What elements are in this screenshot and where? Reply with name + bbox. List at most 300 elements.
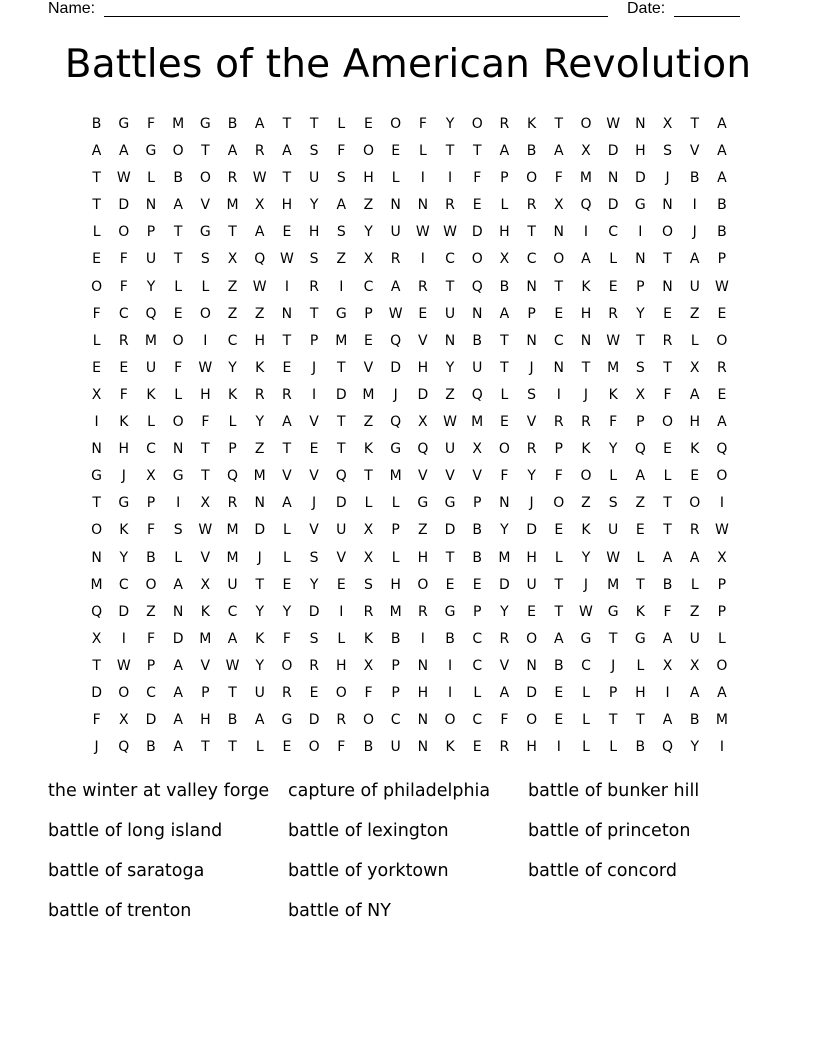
grid-letter[interactable]: C [227, 603, 238, 620]
grid-letter[interactable]: H [363, 170, 374, 187]
grid-letter[interactable]: K [200, 603, 210, 620]
grid-letter[interactable]: X [91, 386, 102, 403]
grid-letter[interactable]: O [662, 224, 674, 241]
grid-letter[interactable]: A [717, 414, 727, 431]
grid-letter[interactable]: J [257, 549, 262, 566]
grid-letter[interactable]: O [390, 116, 402, 132]
grid-letter[interactable]: Y [146, 278, 156, 295]
grid-letter[interactable]: E [554, 712, 564, 729]
grid-letter[interactable]: L [92, 224, 101, 241]
grid-letter[interactable]: A [173, 739, 183, 756]
grid-letter[interactable]: I [420, 630, 425, 647]
grid-letter[interactable]: L [582, 684, 590, 701]
grid-letter[interactable]: W [252, 278, 267, 295]
grid-letter[interactable]: V [336, 549, 347, 566]
grid-letter[interactable]: C [472, 712, 483, 729]
grid-letter[interactable]: B [526, 143, 537, 160]
grid-letter[interactable]: L [582, 712, 590, 729]
grid-letter[interactable]: O [471, 251, 483, 268]
grid-letter[interactable]: Y [636, 305, 645, 322]
grid-letter[interactable]: I [665, 684, 670, 701]
grid-letter[interactable]: E [282, 224, 292, 241]
grid-letter[interactable]: R [608, 305, 619, 322]
grid-letter[interactable]: R [336, 712, 347, 729]
grid-letter[interactable]: F [92, 712, 101, 729]
grid-letter[interactable]: C [146, 441, 156, 458]
grid-letter[interactable]: N [91, 441, 102, 458]
grid-letter[interactable]: W [279, 251, 294, 268]
grid-letter[interactable]: Q [662, 739, 674, 756]
grid-letter[interactable]: I [420, 170, 425, 187]
grid-letter[interactable]: G [390, 441, 402, 458]
grid-letter[interactable]: R [499, 739, 510, 756]
grid-letter[interactable]: G [444, 495, 456, 512]
grid-letter[interactable]: F [201, 414, 210, 431]
grid-letter[interactable]: N [526, 657, 537, 674]
grid-letter[interactable]: A [227, 143, 238, 160]
grid-letter[interactable]: P [146, 495, 156, 512]
grid-letter[interactable]: I [284, 278, 289, 295]
grid-letter[interactable]: T [255, 576, 264, 593]
grid-letter[interactable]: C [118, 305, 129, 322]
grid-letter[interactable]: T [636, 576, 645, 593]
grid-letter[interactable]: O [335, 684, 347, 701]
grid-letter[interactable]: L [609, 739, 618, 756]
grid-letter[interactable]: J [529, 495, 534, 512]
grid-letter[interactable]: Z [146, 603, 156, 620]
grid-letter[interactable]: P [472, 495, 482, 512]
grid-letter[interactable]: D [471, 224, 483, 241]
grid-letter[interactable]: U [390, 739, 401, 756]
grid-letter[interactable]: H [499, 224, 510, 241]
grid-letter[interactable]: N [172, 603, 184, 620]
grid-letter[interactable]: A [254, 712, 265, 729]
grid-letter[interactable]: M [471, 414, 484, 431]
grid-letter[interactable]: G [145, 143, 157, 160]
grid-letter[interactable]: I [121, 630, 126, 647]
grid-letter[interactable]: N [635, 251, 646, 268]
grid-letter[interactable]: X [689, 359, 700, 376]
grid-letter[interactable]: F [119, 278, 128, 295]
grid-letter[interactable]: R [282, 386, 292, 403]
grid-letter[interactable]: V [309, 522, 319, 539]
grid-letter[interactable]: P [636, 414, 645, 431]
grid-letter[interactable]: H [526, 739, 537, 756]
grid-letter[interactable]: Z [689, 603, 700, 620]
grid-letter[interactable]: P [717, 603, 727, 620]
grid-letter[interactable]: S [635, 359, 645, 376]
grid-letter[interactable]: K [363, 630, 374, 647]
grid-letter[interactable]: O [689, 495, 701, 512]
grid-letter[interactable]: R [581, 414, 591, 431]
grid-letter[interactable]: E [554, 522, 564, 539]
grid-letter[interactable]: G [91, 468, 103, 485]
grid-letter[interactable]: S [309, 630, 319, 647]
grid-letter[interactable]: O [580, 116, 592, 132]
grid-letter[interactable]: T [445, 143, 455, 160]
grid-letter[interactable]: T [173, 251, 183, 268]
grid-letter[interactable]: W [714, 278, 729, 295]
grid-letter[interactable]: X [472, 441, 483, 458]
grid-letter[interactable]: I [420, 251, 425, 268]
grid-letter[interactable]: P [472, 603, 482, 620]
grid-letter[interactable]: Q [145, 305, 157, 322]
grid-letter[interactable]: T [636, 712, 645, 729]
grid-letter[interactable]: G [607, 603, 619, 620]
grid-letter[interactable]: M [253, 468, 266, 485]
grid-letter[interactable]: I [583, 224, 589, 241]
grid-letter[interactable]: G [634, 197, 646, 214]
grid-letter[interactable]: N [662, 278, 673, 295]
grid-letter[interactable]: C [581, 657, 591, 674]
grid-letter[interactable]: Y [445, 359, 455, 376]
grid-letter[interactable]: K [445, 739, 455, 756]
grid-letter[interactable]: M [335, 332, 348, 349]
grid-letter[interactable]: P [636, 278, 645, 295]
grid-letter[interactable]: T [92, 170, 101, 187]
grid-letter[interactable]: Z [635, 495, 646, 512]
grid-letter[interactable]: Z [581, 495, 591, 512]
grid-letter[interactable]: U [526, 576, 537, 593]
grid-letter[interactable]: E [282, 359, 292, 376]
grid-letter[interactable]: B [662, 576, 673, 593]
grid-letter[interactable]: G [335, 305, 347, 322]
grid-letter[interactable]: L [500, 197, 509, 214]
grid-letter[interactable]: S [200, 251, 210, 268]
grid-letter[interactable]: O [172, 414, 184, 431]
grid-letter[interactable]: W [606, 116, 621, 132]
grid-letter[interactable]: I [692, 197, 697, 214]
grid-letter[interactable]: L [418, 143, 427, 160]
grid-letter[interactable]: C [118, 576, 129, 593]
grid-letter[interactable]: Z [254, 305, 265, 322]
grid-letter[interactable]: O [580, 468, 592, 485]
grid-letter[interactable]: I [447, 684, 453, 701]
grid-letter[interactable]: U [145, 251, 157, 268]
grid-letter[interactable]: H [417, 684, 429, 701]
grid-letter[interactable]: J [583, 386, 589, 403]
grid-letter[interactable]: M [607, 576, 620, 593]
grid-letter[interactable]: P [201, 684, 210, 701]
grid-letter[interactable]: X [717, 549, 727, 566]
grid-letter[interactable]: T [228, 224, 237, 241]
grid-letter[interactable]: N [607, 170, 619, 187]
grid-letter[interactable]: U [689, 630, 700, 647]
grid-letter[interactable]: K [227, 386, 238, 403]
grid-letter[interactable]: M [389, 468, 402, 485]
grid-letter[interactable]: A [689, 386, 700, 403]
grid-letter[interactable]: R [118, 332, 129, 349]
grid-letter[interactable]: A [499, 143, 510, 160]
grid-letter[interactable]: E [472, 739, 482, 756]
grid-letter[interactable]: T [500, 359, 509, 376]
grid-letter[interactable]: G [634, 630, 646, 647]
grid-letter[interactable]: X [581, 143, 591, 160]
grid-letter[interactable]: M [715, 712, 728, 729]
grid-letter[interactable]: L [609, 468, 618, 485]
grid-letter[interactable]: M [579, 170, 593, 187]
grid-letter[interactable]: F [364, 684, 373, 701]
grid-letter[interactable]: N [580, 332, 592, 349]
grid-letter[interactable]: E [608, 278, 618, 295]
grid-letter[interactable]: B [91, 116, 102, 132]
grid-letter[interactable]: F [663, 603, 672, 620]
grid-letter[interactable]: J [692, 224, 697, 241]
grid-letter[interactable]: T [608, 630, 618, 647]
grid-letter[interactable]: A [282, 495, 292, 512]
grid-letter[interactable]: L [636, 657, 645, 674]
grid-letter[interactable]: W [198, 359, 213, 376]
grid-letter[interactable]: Q [91, 603, 103, 620]
grid-letter[interactable]: I [447, 170, 453, 187]
grid-letter[interactable]: H [118, 441, 130, 458]
grid-letter[interactable]: G [199, 224, 211, 241]
grid-letter[interactable]: I [556, 739, 561, 756]
grid-letter[interactable]: L [663, 468, 672, 485]
grid-letter[interactable]: H [200, 386, 211, 403]
grid-letter[interactable]: Y [255, 603, 264, 620]
grid-letter[interactable]: V [418, 332, 428, 349]
grid-letter[interactable]: W [606, 332, 621, 349]
grid-letter[interactable]: V [363, 359, 374, 376]
grid-letter[interactable]: Z [689, 305, 700, 322]
grid-letter[interactable]: R [526, 197, 537, 214]
grid-letter[interactable]: F [663, 386, 672, 403]
grid-letter[interactable]: O [172, 143, 184, 160]
grid-letter[interactable]: X [363, 657, 374, 674]
grid-letter[interactable]: B [635, 739, 646, 756]
grid-letter[interactable]: P [500, 170, 509, 187]
grid-letter[interactable]: N [172, 441, 184, 458]
grid-letter[interactable]: O [716, 468, 728, 485]
grid-letter[interactable]: L [364, 495, 373, 512]
grid-letter[interactable]: A [689, 549, 700, 566]
grid-letter[interactable]: J [583, 576, 589, 593]
grid-letter[interactable]: R [417, 603, 428, 620]
grid-letter[interactable]: P [717, 251, 727, 268]
grid-letter[interactable]: U [145, 359, 157, 376]
grid-letter[interactable]: S [336, 224, 346, 241]
grid-letter[interactable]: R [717, 359, 727, 376]
grid-letter[interactable]: E [717, 386, 727, 403]
grid-letter[interactable]: K [581, 522, 591, 539]
grid-letter[interactable]: W [714, 522, 729, 539]
grid-letter[interactable]: Q [471, 386, 483, 403]
grid-letter[interactable]: Q [118, 739, 130, 756]
grid-letter[interactable]: T [554, 278, 564, 295]
grid-letter[interactable]: X [635, 386, 646, 403]
grid-letter[interactable]: J [312, 495, 317, 512]
grid-letter[interactable]: T [554, 116, 564, 132]
grid-letter[interactable]: N [553, 224, 565, 241]
grid-letter[interactable]: N [390, 197, 401, 214]
grid-letter[interactable]: N [417, 739, 429, 756]
grid-letter[interactable]: T [445, 549, 455, 566]
grid-letter[interactable]: D [118, 197, 130, 214]
grid-letter[interactable]: B [146, 739, 156, 756]
grid-letter[interactable]: O [118, 684, 130, 701]
grid-letter[interactable]: P [717, 576, 727, 593]
grid-letter[interactable]: T [445, 278, 455, 295]
grid-letter[interactable]: W [606, 549, 621, 566]
grid-letter[interactable]: E [717, 305, 727, 322]
grid-letter[interactable]: H [689, 414, 700, 431]
grid-letter[interactable]: P [391, 522, 400, 539]
grid-letter[interactable]: A [336, 197, 347, 214]
grid-letter[interactable]: R [309, 278, 319, 295]
grid-letter[interactable]: N [499, 495, 510, 512]
grid-letter[interactable]: B [227, 712, 238, 729]
grid-letter[interactable]: V [472, 468, 482, 485]
grid-letter[interactable]: B [553, 657, 564, 674]
grid-letter[interactable]: S [173, 522, 183, 539]
grid-letter[interactable]: X [363, 251, 374, 268]
grid-letter[interactable]: U [472, 359, 483, 376]
grid-letter[interactable]: O [498, 441, 510, 458]
grid-letter[interactable]: R [662, 332, 673, 349]
grid-letter[interactable]: O [91, 522, 103, 539]
grid-letter[interactable]: Y [445, 116, 455, 132]
grid-letter[interactable]: F [337, 739, 346, 756]
grid-letter[interactable]: J [393, 386, 398, 403]
grid-letter[interactable]: B [717, 197, 727, 214]
grid-letter[interactable]: M [199, 630, 212, 647]
grid-letter[interactable]: V [689, 143, 700, 160]
grid-letter[interactable]: E [309, 684, 319, 701]
grid-letter[interactable]: C [608, 224, 619, 241]
grid-letter[interactable]: R [526, 441, 537, 458]
grid-letter[interactable]: E [499, 414, 509, 431]
grid-letter[interactable]: A [553, 630, 564, 647]
grid-letter[interactable]: D [254, 522, 266, 539]
grid-letter[interactable]: O [716, 657, 728, 674]
grid-letter[interactable]: E [418, 305, 428, 322]
grid-letter[interactable]: Q [335, 468, 347, 485]
grid-letter[interactable]: E [309, 441, 319, 458]
grid-letter[interactable]: E [635, 522, 645, 539]
grid-letter[interactable]: K [363, 441, 374, 458]
grid-letter[interactable]: L [609, 251, 618, 268]
grid-letter[interactable]: X [662, 657, 673, 674]
grid-letter[interactable]: E [364, 332, 373, 349]
grid-letter[interactable]: F [418, 116, 427, 132]
grid-letter[interactable]: P [391, 684, 400, 701]
grid-letter[interactable]: S [309, 143, 319, 160]
grid-letter[interactable]: L [201, 278, 210, 295]
grid-letter[interactable]: A [91, 143, 102, 160]
grid-letter[interactable]: A [173, 576, 183, 593]
grid-letter[interactable]: T [581, 359, 591, 376]
grid-letter[interactable]: O [281, 657, 293, 674]
grid-letter[interactable]: X [254, 197, 265, 214]
grid-letter[interactable]: E [119, 359, 129, 376]
grid-letter[interactable]: T [282, 441, 292, 458]
grid-letter[interactable]: G [172, 468, 184, 485]
grid-letter[interactable]: T [663, 251, 672, 268]
grid-letter[interactable]: F [146, 116, 155, 132]
grid-letter[interactable]: T [636, 332, 645, 349]
grid-letter[interactable]: U [254, 684, 265, 701]
grid-letter[interactable]: C [472, 630, 483, 647]
grid-letter[interactable]: M [389, 603, 402, 620]
grid-letter[interactable]: D [417, 386, 429, 403]
grid-letter[interactable]: E [92, 251, 102, 268]
grid-letter[interactable]: O [362, 143, 374, 160]
grid-letter[interactable]: L [337, 630, 346, 647]
grid-letter[interactable]: W [443, 224, 457, 241]
grid-letter[interactable]: R [309, 657, 319, 674]
grid-letter[interactable]: O [526, 170, 538, 187]
grid-letter[interactable]: T [92, 495, 101, 512]
grid-letter[interactable]: O [526, 712, 538, 729]
grid-letter[interactable]: N [444, 332, 456, 349]
grid-letter[interactable]: Z [418, 522, 428, 539]
grid-letter[interactable]: I [447, 657, 453, 674]
grid-letter[interactable]: X [200, 576, 211, 593]
grid-letter[interactable]: H [580, 305, 592, 322]
grid-letter[interactable]: K [146, 386, 156, 403]
grid-letter[interactable]: H [417, 359, 429, 376]
grid-letter[interactable]: X [227, 251, 238, 268]
grid-letter[interactable]: H [635, 684, 646, 701]
grid-letter[interactable]: L [174, 278, 183, 295]
grid-letter[interactable]: Z [336, 251, 347, 268]
grid-letter[interactable]: I [719, 495, 724, 512]
grid-letter[interactable]: G [118, 116, 130, 132]
grid-letter[interactable]: A [282, 414, 292, 431]
grid-letter[interactable]: Y [690, 739, 699, 756]
grid-letter[interactable]: M [90, 576, 103, 593]
grid-letter[interactable]: L [690, 332, 699, 349]
grid-letter[interactable]: R [254, 143, 265, 160]
grid-letter[interactable]: J [312, 359, 317, 376]
grid-letter[interactable]: K [119, 522, 129, 539]
grid-letter[interactable]: Y [255, 414, 264, 431]
grid-letter[interactable]: T [282, 332, 292, 349]
grid-letter[interactable]: W [415, 224, 430, 241]
grid-letter[interactable]: D [308, 712, 320, 729]
grid-letter[interactable]: E [690, 468, 700, 485]
grid-letter[interactable]: O [145, 576, 157, 593]
grid-letter[interactable]: A [499, 684, 510, 701]
grid-letter[interactable]: T [527, 224, 536, 241]
grid-letter[interactable]: L [92, 332, 101, 349]
grid-letter[interactable]: M [172, 116, 185, 132]
grid-letter[interactable]: T [337, 359, 346, 376]
grid-letter[interactable]: K [255, 630, 265, 647]
grid-letter[interactable]: I [312, 386, 317, 403]
grid-letter[interactable]: D [308, 603, 320, 620]
grid-letter[interactable]: E [282, 576, 292, 593]
grid-letter[interactable]: X [146, 468, 156, 485]
grid-letter[interactable]: A [717, 116, 727, 132]
grid-letter[interactable]: F [282, 630, 291, 647]
grid-letter[interactable]: P [228, 441, 237, 458]
grid-letter[interactable]: B [499, 278, 510, 295]
grid-letter[interactable]: M [362, 386, 375, 403]
grid-letter[interactable]: A [689, 684, 700, 701]
grid-letter[interactable]: W [116, 170, 131, 187]
grid-letter[interactable]: G [444, 603, 456, 620]
grid-letter[interactable]: L [718, 630, 726, 647]
grid-letter[interactable]: F [473, 170, 482, 187]
grid-letter[interactable]: H [526, 549, 537, 566]
grid-letter[interactable]: B [472, 549, 483, 566]
grid-letter[interactable]: W [443, 414, 457, 431]
grid-letter[interactable]: F [337, 143, 346, 160]
grid-letter[interactable]: O [199, 170, 211, 187]
grid-letter[interactable]: A [254, 224, 265, 241]
